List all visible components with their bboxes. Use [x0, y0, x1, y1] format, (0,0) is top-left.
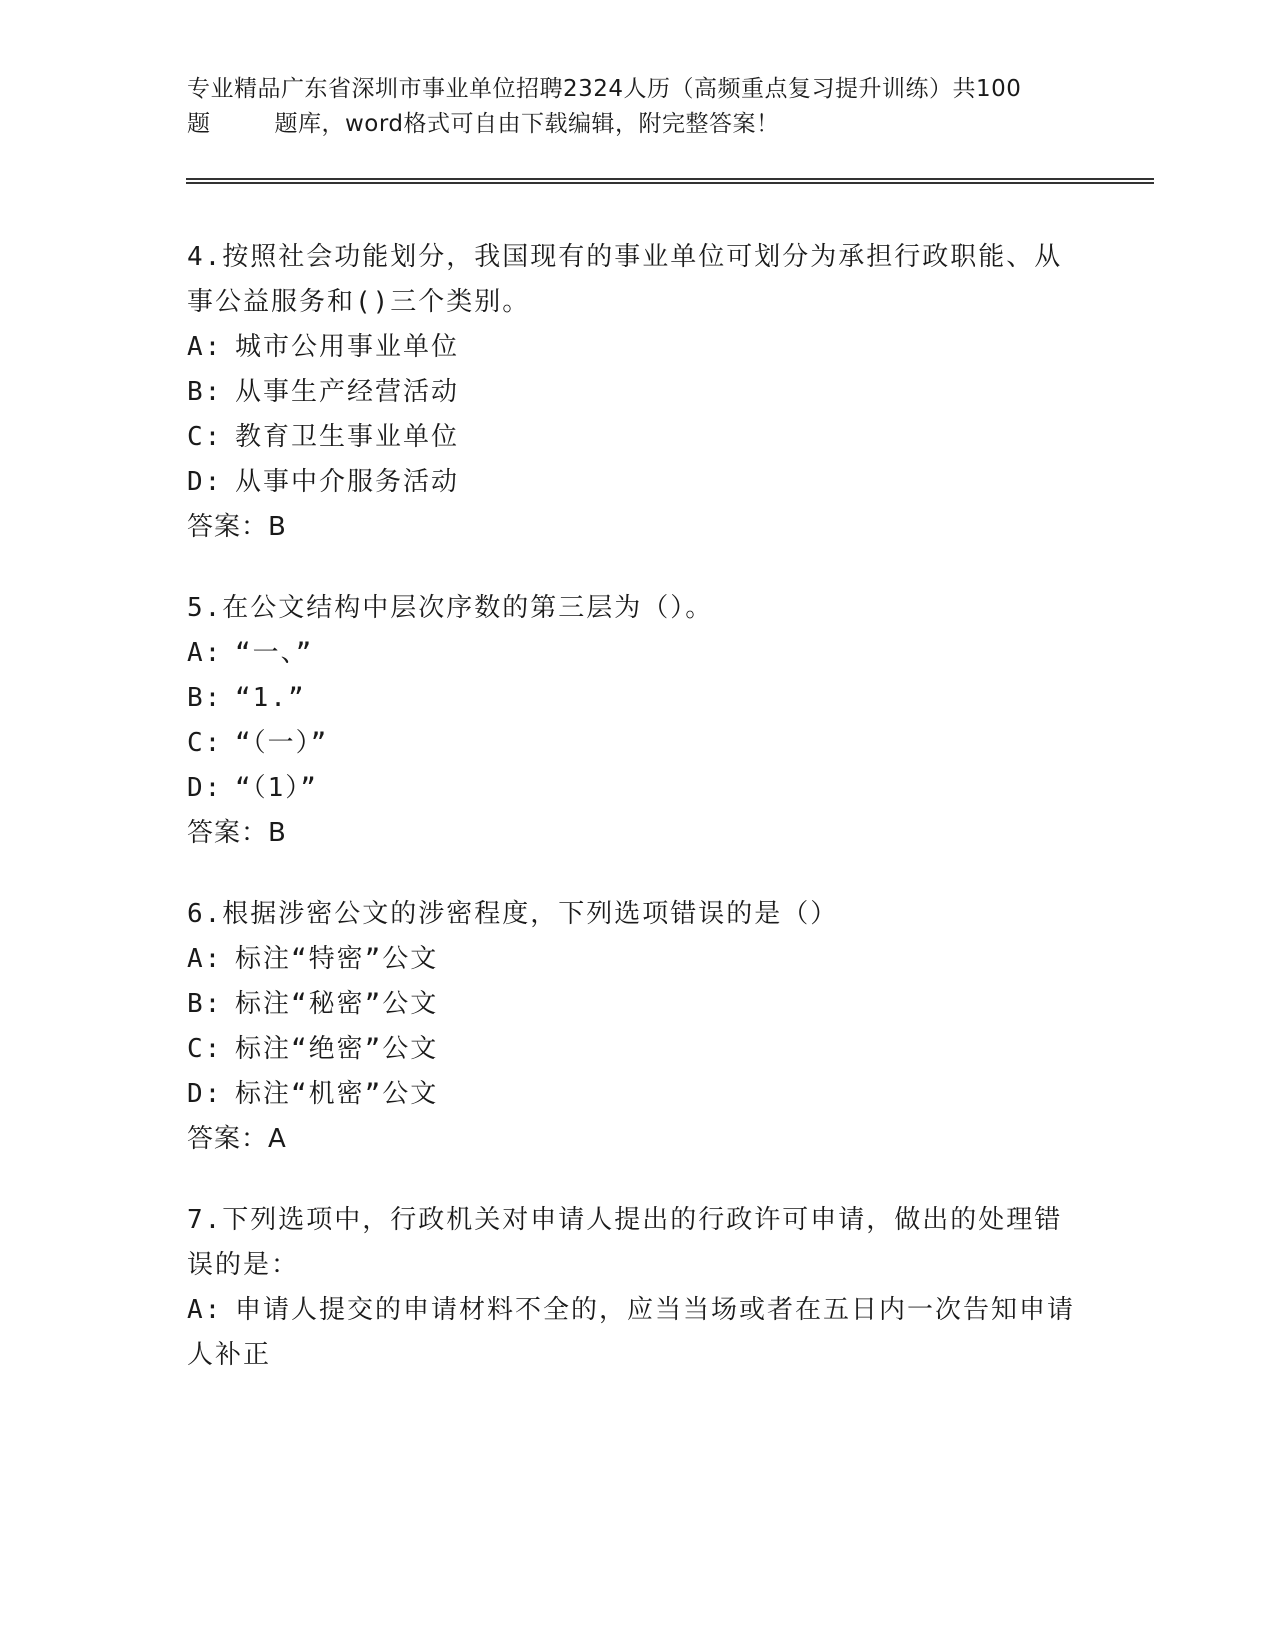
option-a: A: 城市公用事业单位: [187, 332, 460, 362]
option-c: C: “（一）”: [187, 728, 329, 758]
document-header: [187, 72, 1087, 142]
header-title-line1: 专业精品广东省深圳市事业单位招聘2324人历（高频重点复习提升训练）共100: [187, 76, 1022, 102]
question-5: [187, 586, 1087, 856]
option-b: B: 从事生产经营活动: [187, 377, 460, 407]
option-a: A: “一、”: [187, 638, 314, 668]
header-divider-top: [186, 178, 1154, 180]
option-d: D: 标注“机密”公文: [187, 1079, 439, 1109]
header-divider-bottom: [186, 182, 1154, 184]
header-title-line2-left: 题: [187, 111, 211, 137]
header-title-line2: [187, 107, 1087, 142]
option-b: B: 标注“秘密”公文: [187, 989, 439, 1019]
question-7: [187, 1198, 1087, 1378]
question-text: 7.下列选项中，行政机关对申请人提出的行政许可申请，做出的处理错误的是：: [187, 1205, 1063, 1280]
option-d: D: 从事中介服务活动: [187, 467, 460, 497]
option-a: A: 申请人提交的申请材料不全的，应当当场或者在五日内一次告知申请人补正: [187, 1295, 1076, 1370]
answer: 答案：B: [187, 818, 287, 848]
header-title-line2-right: 题库，word格式可自由下载编辑，附完整答案！: [274, 111, 780, 137]
question-6: [187, 892, 1087, 1162]
option-c: C: 教育卫生事业单位: [187, 422, 460, 452]
question-list: [187, 235, 1087, 1414]
answer: 答案：B: [187, 512, 287, 542]
option-a: A: 标注“特密”公文: [187, 944, 439, 974]
option-b: B: “1.”: [187, 683, 306, 713]
option-c: C: 标注“绝密”公文: [187, 1034, 439, 1064]
question-text: 5.在公文结构中层次序数的第三层为（）。: [187, 593, 714, 623]
question-4: [187, 235, 1087, 550]
question-text: 6.根据涉密公文的涉密程度，下列选项错误的是（）: [187, 899, 839, 929]
answer: 答案：A: [187, 1124, 287, 1154]
option-d: D: “（1）”: [187, 773, 318, 803]
question-text: 4.按照社会功能划分，我国现有的事业单位可划分为承担行政职能、从事公益服务和()三个类别。: [187, 242, 1063, 317]
